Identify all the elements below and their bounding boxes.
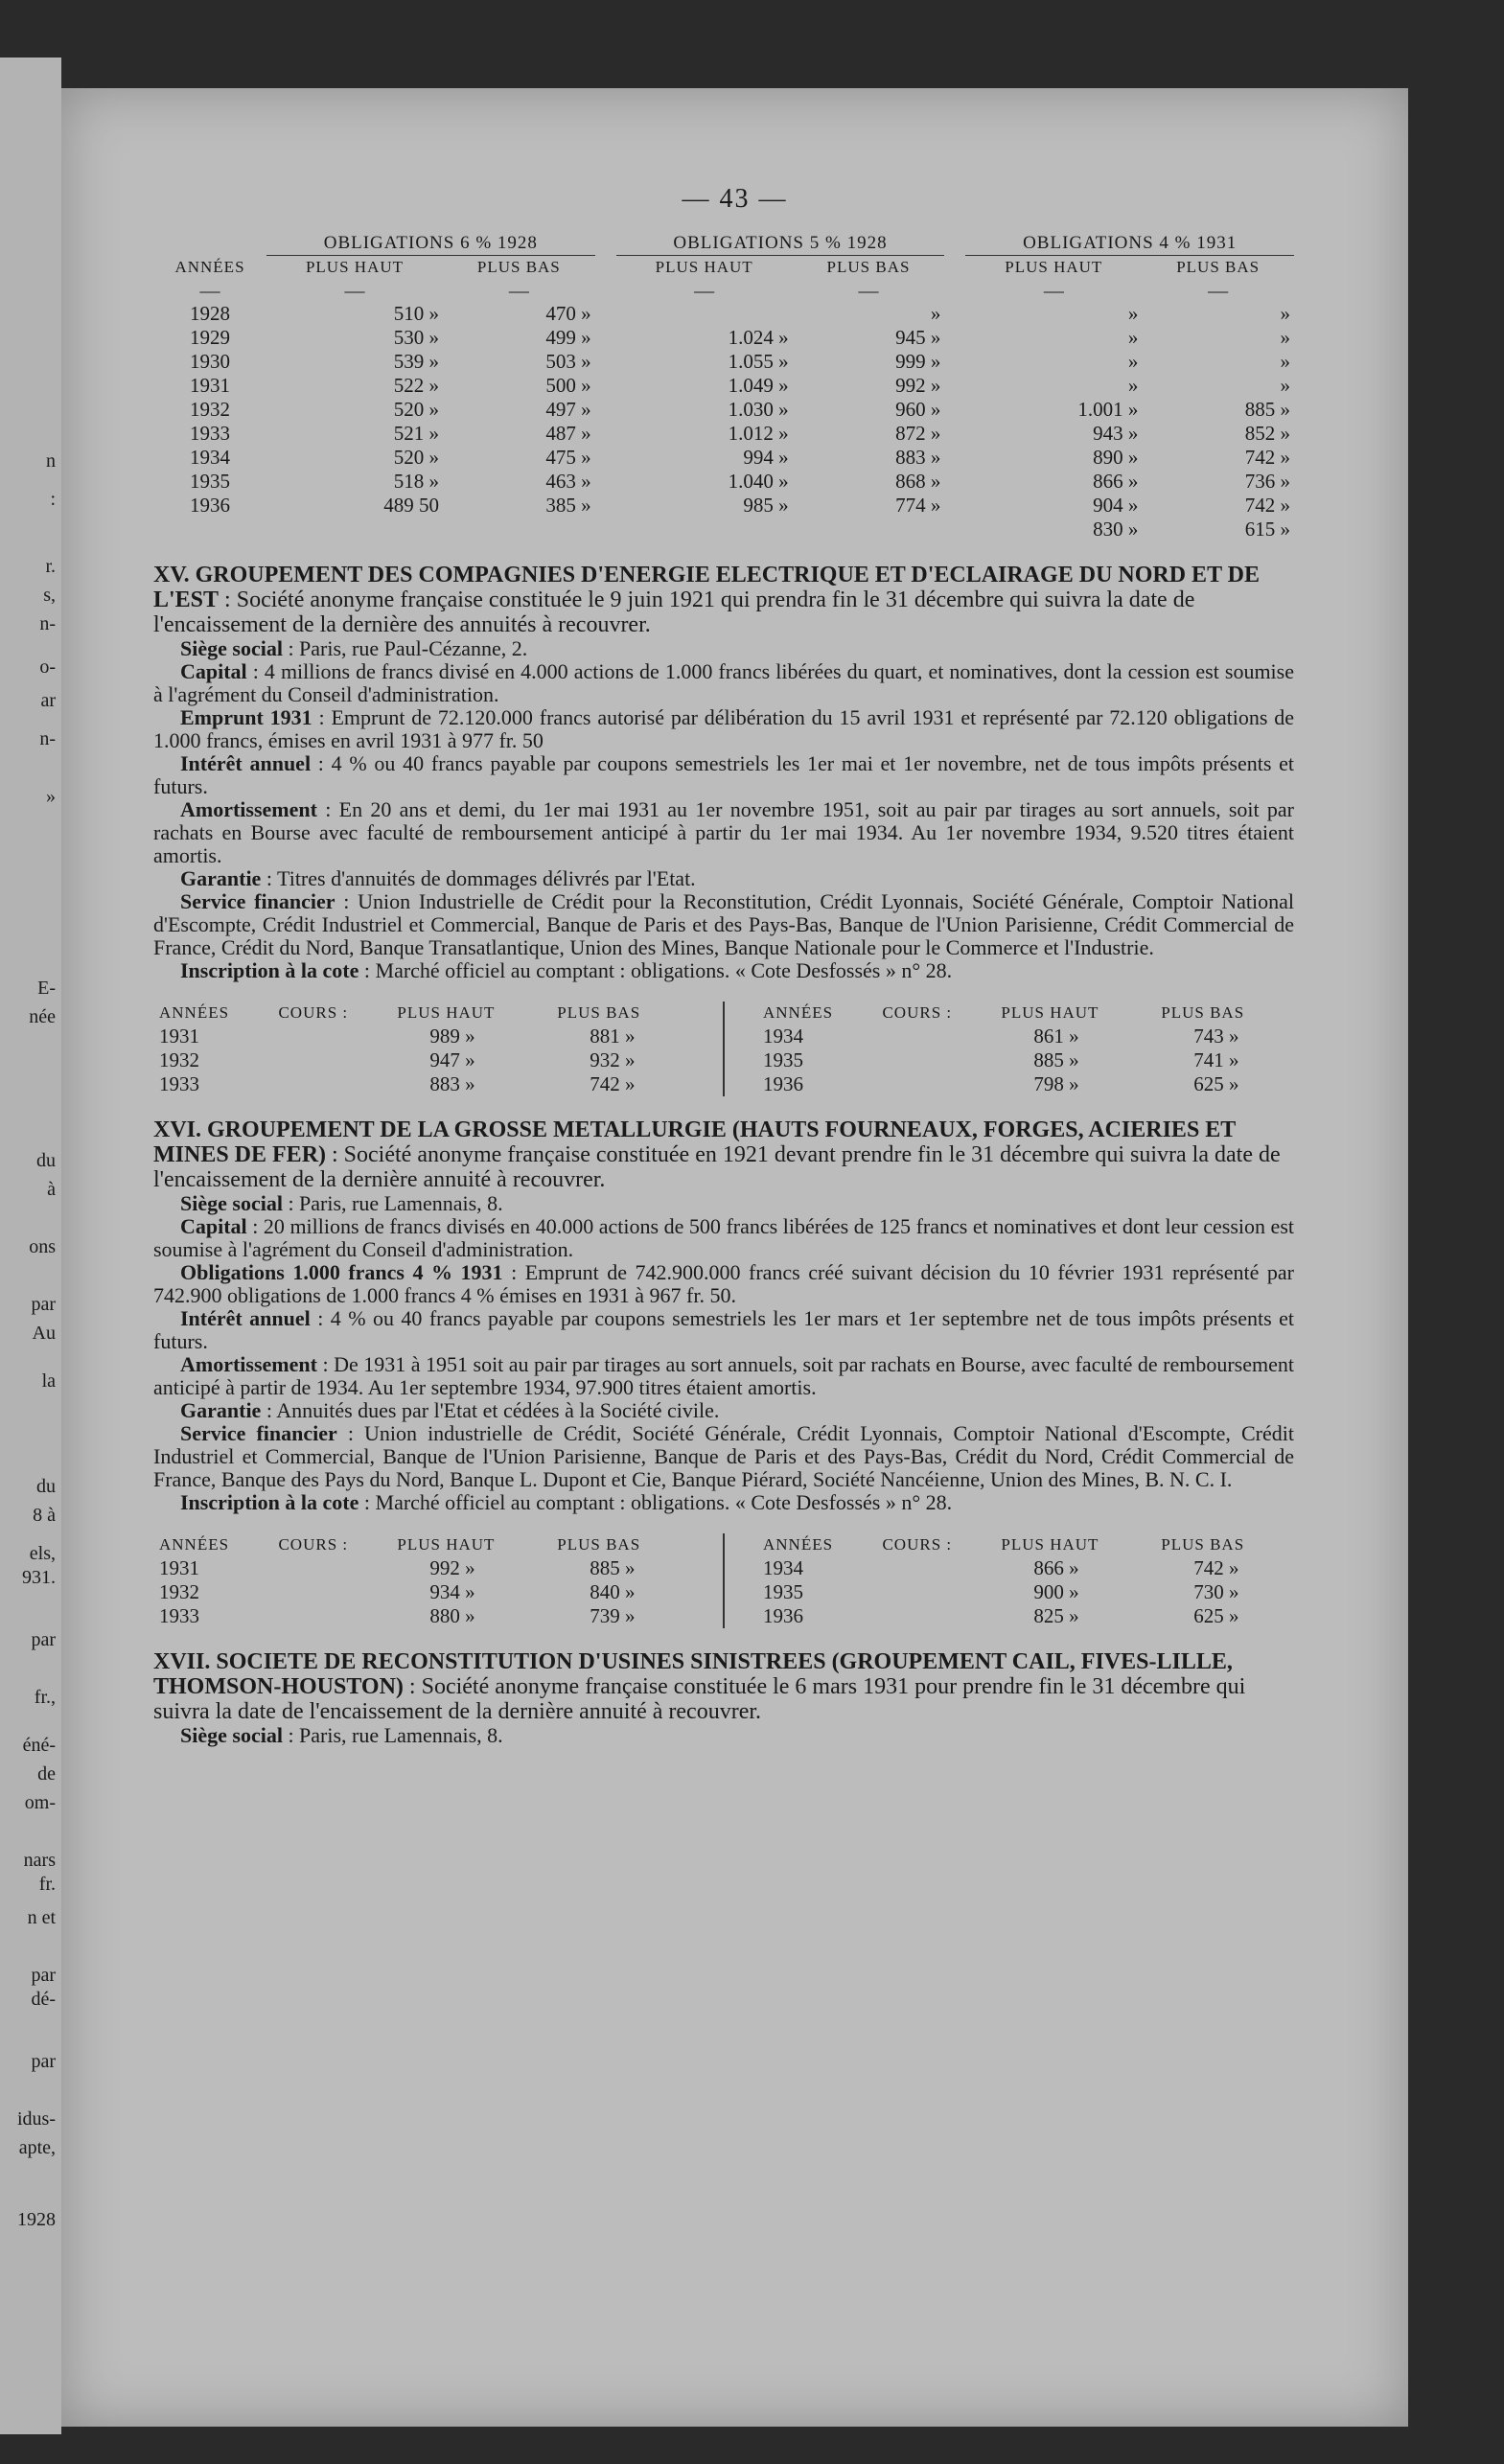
price-cell: » — [1127, 374, 1139, 397]
price-cell: 470 » — [545, 302, 591, 325]
price-cell: 881 » — [590, 1025, 636, 1048]
price-cell: 992 » — [429, 1556, 475, 1579]
price-cell: 883 » — [429, 1072, 475, 1095]
paragraph — [153, 890, 1294, 959]
table-row — [153, 518, 1294, 541]
margin-fragment: n et — [27, 1907, 56, 1928]
table-row — [153, 1604, 690, 1628]
quotes-header: COURS : — [278, 1003, 349, 1022]
price-cell: 1.055 » — [728, 350, 789, 373]
price-cell: 1.024 » — [728, 326, 789, 349]
margin-fragment: par — [31, 2051, 56, 2072]
price-cell: » — [1127, 302, 1139, 325]
price-cell: 539 » — [393, 350, 439, 373]
quotes-header: ANNÉES — [159, 1003, 230, 1022]
price-cell: » — [1127, 350, 1139, 373]
price-cell: 463 » — [545, 470, 591, 493]
price-cell: 487 » — [545, 422, 591, 445]
margin-fragment: : — [50, 489, 56, 510]
paragraph-label: Amortissement — [180, 797, 317, 821]
price-cell: 489 50 — [383, 494, 439, 517]
price-cell: 960 » — [895, 398, 941, 421]
price-cell: 1.001 » — [1077, 398, 1139, 421]
price-cell: 934 » — [429, 1580, 475, 1603]
year-cell: 1934 — [763, 1556, 803, 1579]
table-row — [757, 1580, 1294, 1604]
price-cell: 742 » — [1193, 1556, 1239, 1579]
margin-fragment: éné- — [22, 1735, 56, 1756]
paragraph-text: : Marché officiel au comptant : obligations. « Cote Desfossés » n° 28. — [359, 958, 953, 982]
page-number: — 43 — — [682, 184, 788, 214]
section-15-body — [153, 637, 1294, 982]
year-cell: 1932 — [159, 1048, 199, 1071]
dash: — — [1208, 279, 1229, 302]
margin-fragment: du — [36, 1476, 56, 1497]
table-row — [153, 350, 1294, 374]
paragraph — [153, 1192, 1294, 1215]
margin-fragment: nars — [23, 1850, 56, 1871]
price-cell: 985 » — [743, 494, 789, 517]
paragraph — [153, 1353, 1294, 1399]
price-cell: 730 » — [1193, 1580, 1239, 1603]
paragraph-label: Intérêt annuel — [180, 751, 312, 775]
price-cell: » — [1280, 350, 1290, 373]
section-17-body — [153, 1724, 1294, 1747]
year-cell: 1931 — [159, 1025, 199, 1048]
quotes-header: COURS : — [278, 1535, 349, 1554]
margin-fragment: née — [29, 1006, 56, 1027]
price-cell: 625 » — [1193, 1072, 1239, 1095]
price-cell: 885 » — [590, 1556, 636, 1579]
margin-fragment: n- — [39, 728, 56, 749]
year-cell: 1933 — [159, 1604, 199, 1627]
col-high: PLUS HAUT — [305, 258, 405, 276]
price-cell: 1.012 » — [728, 422, 789, 445]
quotes-header: PLUS BAS — [557, 1535, 641, 1554]
year-cell: 1931 — [190, 374, 230, 397]
price-cell: 522 » — [393, 374, 439, 397]
margin-fragment: de — [37, 1763, 56, 1785]
column-divider — [723, 1533, 725, 1628]
table-row — [153, 446, 1294, 470]
year-cell: 1936 — [763, 1072, 803, 1095]
bond-price-table — [153, 232, 1294, 541]
margin-fragment: par — [31, 1294, 56, 1315]
section-intro: : Société anonyme française constituée en 1921 devant prendre fin le 31 décembre qui suivra la date de l'encaissement de la dernière annuité à recouvrer. — [153, 1142, 1281, 1192]
paragraph-label: Inscription à la cote — [180, 958, 359, 982]
price-cell: 866 » — [1093, 470, 1139, 493]
price-cell: 830 » — [1093, 518, 1139, 541]
price-cell: 885 » — [1244, 398, 1290, 421]
table-row — [153, 494, 1294, 518]
paragraph — [153, 1724, 1294, 1747]
group-header-4pct: OBLIGATIONS 4 % 1931 — [965, 232, 1294, 256]
price-cell: 1.040 » — [728, 470, 789, 493]
margin-fragment: om- — [24, 1792, 56, 1813]
price-cell: 904 » — [1093, 494, 1139, 517]
year-cell: 1933 — [159, 1072, 199, 1095]
table-row — [757, 1025, 1294, 1048]
quotes-header: PLUS BAS — [1161, 1003, 1245, 1022]
table-row — [153, 302, 1294, 326]
year-cell: 1935 — [190, 470, 230, 493]
price-cell: 1.049 » — [728, 374, 789, 397]
paragraph-label: Intérêt annuel — [180, 1306, 311, 1330]
section-title-text: XVII. SOCIETE DE RECONSTITUTION D'USINES SINISTREES (GROUPEMENT CAIL, FIVES-LILLE, THOMSON-HOUSTON) — [153, 1649, 1233, 1699]
price-cell: » — [930, 302, 941, 325]
price-cell: 625 » — [1193, 1604, 1239, 1627]
dash: — — [1043, 279, 1064, 302]
price-cell: 497 » — [545, 398, 591, 421]
price-cell: 742 » — [1244, 446, 1290, 469]
price-cell: 798 » — [1033, 1072, 1079, 1095]
year-cell: 1931 — [159, 1556, 199, 1579]
section-15-title — [153, 563, 1294, 637]
quotes-header: COURS : — [882, 1535, 953, 1554]
paragraph-text: : Emprunt de 742.900.000 francs créé suivant décision du 10 février 1931 représenté par 742.900 obligations de 1.000 francs 4 % émises en 1931 à 967 fr. 50. — [153, 1260, 1294, 1307]
paragraph-label: Garantie — [180, 1398, 262, 1422]
table-row — [153, 422, 1294, 446]
price-cell: 615 » — [1244, 518, 1290, 541]
price-cell — [793, 518, 945, 541]
margin-fragment: 8 à — [33, 1505, 56, 1526]
paragraph-label: Siège social — [180, 1723, 283, 1747]
paragraph-text: : Emprunt de 72.120.000 francs autorisé par délibération du 15 avril 1931 et représenté par 72.120 obligations de 1.000 francs, émises en avril 1931 à 977 fr. 50 — [153, 705, 1295, 752]
price-cell — [616, 518, 793, 541]
group-header-6pct: OBLIGATIONS 6 % 1928 — [266, 232, 595, 256]
margin-fragment: du — [36, 1150, 56, 1171]
margin-fragment: els, — [29, 1543, 56, 1564]
price-cell: 530 » — [393, 326, 439, 349]
margin-fragment: » — [46, 786, 56, 807]
price-cell — [266, 518, 443, 541]
table-row — [153, 398, 1294, 422]
paragraph-text: : Paris, rue Lamennais, 8. — [282, 1191, 503, 1215]
paragraph-text: : 4 millions de francs divisé en 4.000 actions de 1.000 francs libérées du quart, et nominatives, dont la cession est soumise à l'agrément du Conseil d'administration. — [153, 659, 1294, 706]
margin-fragment: à — [47, 1179, 56, 1200]
price-cell: 521 » — [393, 422, 439, 445]
paragraph-label: Siège social — [180, 636, 283, 660]
paragraph-text: : 4 % ou 40 francs payable par coupons semestriels les 1er mai et 1er novembre, net de tous impôts présents et futurs. — [153, 751, 1294, 798]
section-16-body — [153, 1192, 1294, 1514]
table-row — [153, 374, 1294, 398]
price-cell: 736 » — [1244, 470, 1290, 493]
price-cell: 900 » — [1033, 1580, 1079, 1603]
price-cell: 872 » — [895, 422, 941, 445]
paragraph — [153, 660, 1294, 706]
year-cell: 1932 — [190, 398, 230, 421]
paragraph — [153, 1422, 1294, 1491]
margin-fragment: E- — [37, 978, 56, 999]
year-cell — [153, 518, 266, 541]
margin-fragment: par — [31, 1965, 56, 1986]
col-low: PLUS BAS — [826, 258, 911, 276]
table-row — [757, 1556, 1294, 1580]
paragraph — [153, 637, 1294, 660]
table-row — [153, 1556, 690, 1580]
paragraph-label: Capital — [180, 1214, 247, 1238]
margin-fragment: ar — [40, 690, 56, 711]
paragraph — [153, 752, 1294, 798]
margin-fragment: fr., — [34, 1687, 56, 1708]
group-header-5pct: OBLIGATIONS 5 % 1928 — [616, 232, 945, 256]
year-cell: 1929 — [190, 326, 230, 349]
margin-fragment: n — [46, 450, 56, 472]
paragraph-text: : Marché officiel au comptant : obligations. « Cote Desfossés » n° 28. — [359, 1490, 953, 1514]
paragraph-text: : Paris, rue Paul-Cézanne, 2. — [282, 636, 528, 660]
section-16-quotes — [153, 1533, 1294, 1628]
col-high: PLUS HAUT — [1005, 258, 1103, 276]
dash: — — [344, 279, 365, 302]
paragraph-label: Emprunt 1931 — [180, 705, 312, 729]
paragraph-text: : 4 % ou 40 francs payable par coupons semestriels les 1er mars et 1er septembre net de tous impôts présents et futurs. — [153, 1306, 1294, 1353]
year-cell: 1934 — [763, 1025, 803, 1048]
margin-fragment: 1928 — [17, 2209, 56, 2230]
price-cell: 503 » — [545, 350, 591, 373]
price-cell: » — [1280, 326, 1290, 349]
paragraph-text: : De 1931 à 1951 soit au pair par tirages au sort annuels, soit par rachats en Bourse, avec faculté de remboursement anticipé à partir de 1934. Au 1er septembre 1934, 97.900 titres étaient amortis. — [153, 1352, 1294, 1399]
price-cell: 840 » — [590, 1580, 636, 1603]
price-cell: 932 » — [590, 1048, 636, 1071]
price-cell: 868 » — [895, 470, 941, 493]
year-cell: 1930 — [190, 350, 230, 373]
price-cell: » — [1127, 326, 1139, 349]
price-cell: 852 » — [1244, 422, 1290, 445]
paragraph-label: Obligations 1.000 francs 4 % 1931 — [180, 1260, 503, 1284]
margin-fragment: Au — [32, 1323, 56, 1344]
price-cell: 945 » — [895, 326, 941, 349]
price-cell: » — [1280, 302, 1290, 325]
paragraph — [153, 1215, 1294, 1261]
price-cell: 994 » — [743, 446, 789, 469]
year-cell: 1934 — [190, 446, 230, 469]
margin-fragment: s, — [43, 585, 56, 606]
price-cell: 999 » — [895, 350, 941, 373]
year-cell: 1935 — [763, 1580, 803, 1603]
section-16-title — [153, 1117, 1294, 1192]
price-cell: 1.030 » — [728, 398, 789, 421]
paragraph — [153, 706, 1294, 752]
price-cell: 500 » — [545, 374, 591, 397]
quotes-header: PLUS HAUT — [397, 1003, 496, 1022]
year-cell: 1935 — [763, 1048, 803, 1071]
paragraph-text: : 20 millions de francs divisés en 40.000 actions de 500 francs libérées de 125 francs et nominatives et dont leur cession est soumise à l'agrément du Conseil d'administration. — [153, 1214, 1294, 1261]
dash: — — [508, 279, 529, 302]
quotes-header: PLUS HAUT — [1001, 1003, 1099, 1022]
margin-fragment: par — [31, 1629, 56, 1650]
section-title-text: XV. GROUPEMENT DES COMPAGNIES D'ENERGIE ELECTRIQUE ET D'ECLAIRAGE DU NORD ET DE L'EST — [153, 563, 1260, 612]
paragraph-text: : En 20 ans et demi, du 1er mai 1931 au 1er novembre 1951, soit au pair par tirages au sort annuels, soit par rachats en Bourse avec faculté de remboursement anticipé à partir du 1er mai 1934. Au 1er novembre 1934, 9.520 titres étaient amortis. — [153, 797, 1294, 867]
price-cell — [616, 302, 793, 326]
table-row — [757, 1048, 1294, 1072]
years-header: ANNÉES — [174, 257, 245, 276]
paragraph-label: Capital — [180, 659, 247, 683]
col-high: PLUS HAUT — [655, 258, 753, 276]
dash: — — [199, 279, 220, 302]
paragraph-text: : Union industrielle de Crédit, Société Générale, Crédit Lyonnais, Comptoir National d'Escompte, Crédit Industriel et Commercial, Banque de l'Union Parisienne, Banque de Paris et des Pays-Bas, Crédit du Nord, Crédit Commercial de France, Banque des Pays du Nord, Banque L. Dupont et Cie, Banque Piérard, Société Nancéienne, Union des Mines, B. N. C. I. — [153, 1421, 1294, 1491]
section-title-text: XVI. GROUPEMENT DE LA GROSSE METALLURGIE (HAUTS FOURNEAUX, FORGES, ACIERIES ET MINES DE FER) — [153, 1117, 1236, 1167]
price-cell: 518 » — [393, 470, 439, 493]
year-cell: 1932 — [159, 1580, 199, 1603]
paragraph — [153, 959, 1294, 982]
paragraph — [153, 1399, 1294, 1422]
year-cell: 1936 — [763, 1604, 803, 1627]
col-low: PLUS BAS — [1176, 258, 1261, 276]
quotes-header: PLUS HAUT — [1001, 1535, 1099, 1554]
price-cell: 475 » — [545, 446, 591, 469]
quotes-table-right — [757, 1533, 1294, 1628]
paragraph-label: Service financier — [180, 1421, 337, 1445]
price-cell: 825 » — [1033, 1604, 1079, 1627]
section-15-quotes — [153, 1002, 1294, 1096]
margin-fragment: ons — [29, 1236, 56, 1257]
paragraph — [153, 798, 1294, 867]
price-cell: 947 » — [429, 1048, 475, 1071]
price-cell: 741 » — [1193, 1048, 1239, 1071]
section-intro: : Société anonyme française constituée le 9 juin 1921 qui prendra fin le 31 décembre qui suivra la date de l'encaissement de la dernière des annuités à recouvrer. — [153, 587, 1195, 637]
paragraph-label: Amortissement — [180, 1352, 317, 1376]
page-content — [153, 232, 1294, 1747]
paragraph — [153, 1261, 1294, 1307]
margin-fragment: dé- — [31, 1989, 56, 2010]
margin-fragment: o- — [39, 656, 56, 678]
price-cell: » — [1280, 374, 1290, 397]
quotes-header: PLUS HAUT — [397, 1535, 496, 1554]
paragraph — [153, 867, 1294, 890]
price-cell: 520 » — [393, 446, 439, 469]
price-cell: 866 » — [1033, 1556, 1079, 1579]
table-row — [153, 1025, 690, 1048]
quotes-header: ANNÉES — [763, 1003, 834, 1022]
paragraph-label: Inscription à la cote — [180, 1490, 359, 1514]
paragraph-text: : Paris, rue Lamennais, 8. — [282, 1723, 503, 1747]
table-row — [153, 1072, 690, 1096]
section-17-title — [153, 1649, 1294, 1724]
quotes-header: ANNÉES — [159, 1535, 230, 1554]
adjacent-page-edge — [0, 58, 61, 2434]
paragraph-text: : Union Industrielle de Crédit pour la Reconstitution, Crédit Lyonnais, Société Générale, Comptoir National d'Escompte, Crédit Industriel et Commercial, Banque de Paris et des Pays-Bas, Banque de l'Union Parisienne, Crédit Commercial de France, Crédit du Nord, Banque Transatlantique, Union des Mines, Banque Nationale pour le Commerce et l'Industrie. — [153, 889, 1294, 959]
table-row — [757, 1604, 1294, 1628]
price-cell: 499 » — [545, 326, 591, 349]
price-cell: 742 » — [1244, 494, 1290, 517]
year-cell: 1928 — [190, 302, 230, 325]
price-cell: 890 » — [1093, 446, 1139, 469]
quotes-header: PLUS BAS — [557, 1003, 641, 1022]
quotes-table-left — [153, 1002, 690, 1096]
price-cell: 385 » — [545, 494, 591, 517]
table-row — [757, 1072, 1294, 1096]
margin-fragment: apte, — [18, 2137, 56, 2158]
table-row — [153, 1580, 690, 1604]
quotes-table-left — [153, 1533, 690, 1628]
quotes-header: PLUS BAS — [1161, 1535, 1245, 1554]
margin-fragment: 931. — [22, 1567, 56, 1588]
year-cell: 1936 — [190, 494, 230, 517]
price-cell: 943 » — [1093, 422, 1139, 445]
paragraph — [153, 1307, 1294, 1353]
price-cell: 880 » — [429, 1604, 475, 1627]
table-row — [153, 1048, 690, 1072]
quotes-table-right — [757, 1002, 1294, 1096]
price-cell — [443, 518, 595, 541]
table-row — [153, 326, 1294, 350]
document-page — [61, 88, 1408, 2427]
price-cell: 774 » — [895, 494, 941, 517]
price-cell: 861 » — [1033, 1025, 1079, 1048]
paragraph-text: : Annuités dues par l'Etat et cédées à la Société civile. — [261, 1398, 720, 1422]
margin-fragment: fr. — [38, 1874, 56, 1895]
table-row — [153, 470, 1294, 494]
margin-fragment: idus- — [17, 2108, 56, 2130]
price-cell: 520 » — [393, 398, 439, 421]
margin-fragment: la — [41, 1370, 56, 1392]
dash: — — [694, 279, 715, 302]
price-cell: 743 » — [1193, 1025, 1239, 1048]
price-cell: 992 » — [895, 374, 941, 397]
price-cell: 883 » — [895, 446, 941, 469]
year-cell: 1933 — [190, 422, 230, 445]
paragraph-text: : Titres d'annuités de dommages délivrés par l'Etat. — [261, 866, 696, 890]
quotes-header: ANNÉES — [763, 1535, 834, 1554]
col-low: PLUS BAS — [476, 258, 561, 276]
paragraph-label: Siège social — [180, 1191, 283, 1215]
quotes-header: COURS : — [882, 1003, 953, 1022]
price-cell: 742 » — [590, 1072, 636, 1095]
section-intro: : Société anonyme française constituée le 6 mars 1931 pour prendre fin le 31 décembre qui suivra la date de l'encaissement de la dernière annuité à recouvrer. — [153, 1674, 1246, 1724]
price-cell: 885 » — [1033, 1048, 1079, 1071]
paragraph-label: Garantie — [180, 866, 262, 890]
price-cell: 989 » — [429, 1025, 475, 1048]
paragraph — [153, 1491, 1294, 1514]
margin-fragment: n- — [39, 613, 56, 634]
paragraph-label: Service financier — [180, 889, 336, 913]
price-cell: 739 » — [590, 1604, 636, 1627]
price-cell: 510 » — [393, 302, 439, 325]
dash: — — [858, 279, 879, 302]
column-divider — [723, 1002, 725, 1096]
margin-fragment: r. — [45, 556, 56, 577]
